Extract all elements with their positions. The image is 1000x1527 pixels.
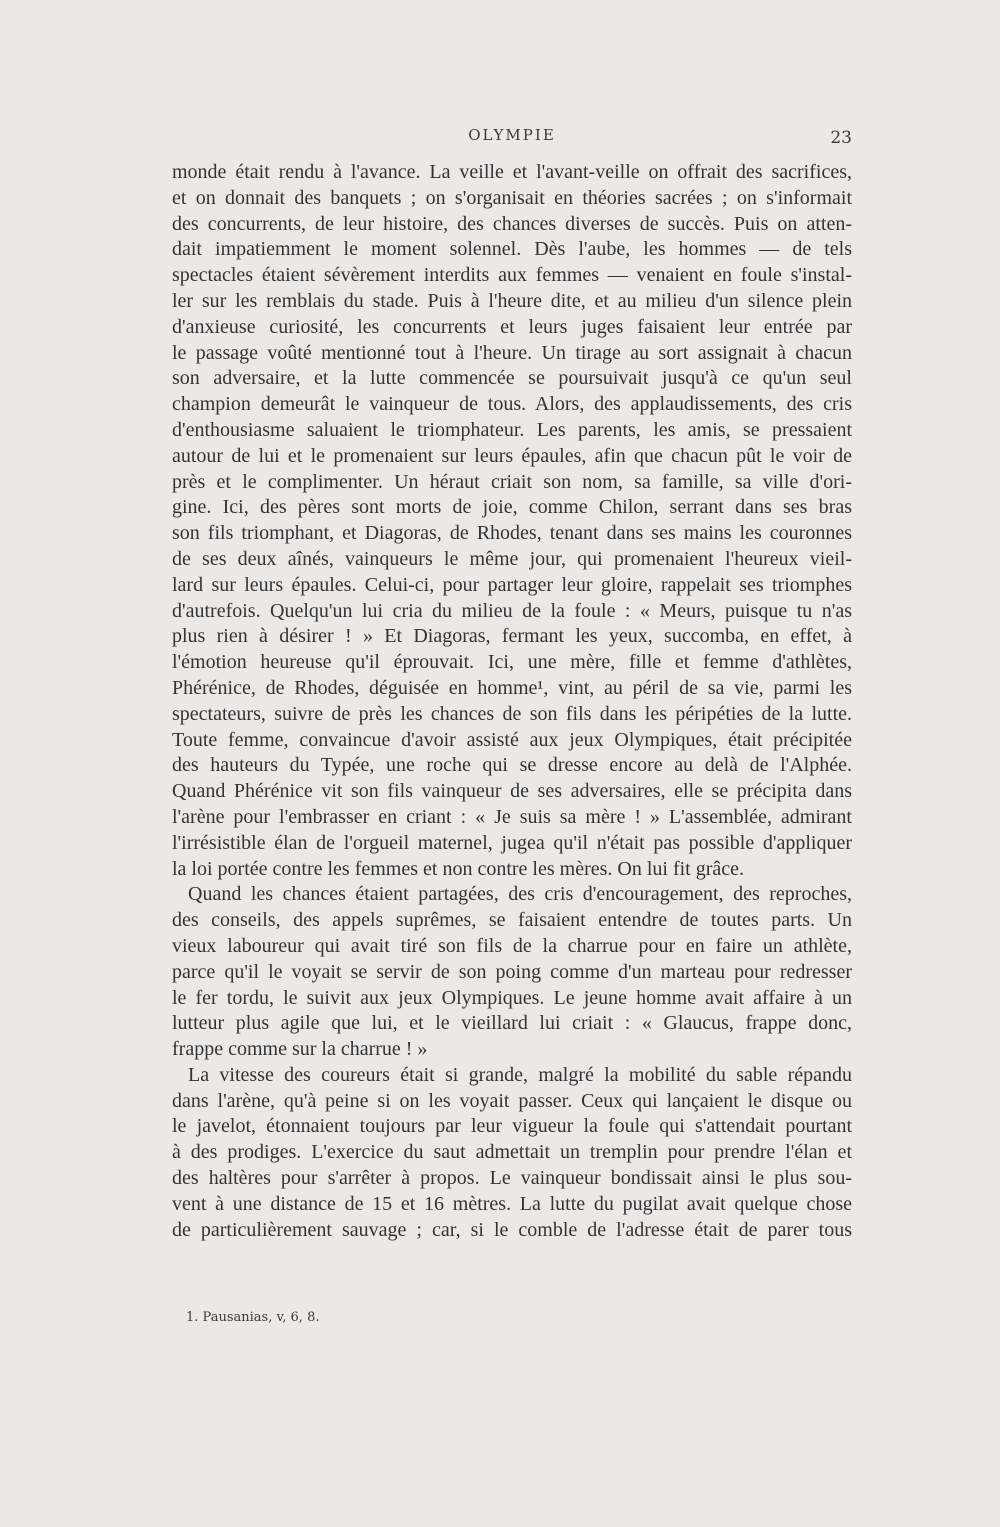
text-line: dait impatiemment le moment solennel. Dès l'aube, les hommes — de tels [172,238,852,261]
text-line: son fils triomphant, et Diagoras, de Rhodes, tenant dans ses mains les couronnes [172,522,852,545]
text-line: autour de lui et le promenaient sur leurs épaules, afin que chacun pût le voir de [172,444,852,467]
text-line: l'émotion heureuse qu'il éprouvait. Ici, une mère, fille et femme d'athlètes, [172,651,852,674]
text-line: lard sur leurs épaules. Celui-ci, pour partager leur gloire, rappelait ses triomphes [172,573,852,596]
text-line: plus rien à désirer ! » Et Diagoras, fermant les yeux, succomba, en effet, à [172,625,852,648]
text-line: l'arène pour l'embrasser en criant : « Je suis sa mère ! » L'assemblée, admirant [172,805,852,828]
text-line: à des prodiges. L'exercice du saut admettait un tremplin pour prendre l'élan et [172,1141,852,1164]
text-line: des concurrents, de leur histoire, des chances diverses de succès. Puis on atten- [172,212,852,235]
text-line: des haltères pour s'arrêter à propos. Le vainqueur bondissait ainsi le plus sou- [172,1167,852,1190]
text-line: Quand Phérénice vit son fils vainqueur de ses adversaires, elle se précipita dans [172,780,852,803]
text-line: d'anxieuse curiosité, les concurrents et leurs juges faisaient leur entrée par [172,315,852,338]
text-line: spectacles étaient sévèrement interdits aux femmes — venaient en foule s'instal- [172,264,852,287]
text-line: vieux laboureur qui avait tiré son fils de la charrue pour en faire un athlète, [172,934,852,957]
page-number: 23 [830,128,852,148]
running-head [172,126,852,156]
text-line: la loi portée contre les femmes et non contre les mères. On lui fit grâce. [172,857,745,880]
text-line: de ses deux aînés, vainqueurs le même jour, qui promenaient l'heureux vieil- [172,547,852,570]
text-line: le passage voûté mentionné tout à l'heure. Un tirage au sort assignait à chacun [172,341,852,364]
running-title: OLYMPIE [468,126,556,144]
text-line: Phérénice, de Rhodes, déguisée en homme¹, vint, au péril de sa vie, parmi les [172,676,852,699]
text-line: spectateurs, suivre de près les chances de son fils dans les péripéties de la lutte. [172,702,852,725]
text-line: La vitesse des coureurs était si grande, malgré la mobilité du sable répandu [188,1063,852,1086]
text-line: près et le complimenter. Un héraut criait son nom, sa famille, sa ville d'ori- [172,470,852,493]
body-text [172,160,852,1243]
text-line: d'enthousiasme saluaient le triomphateur. Les parents, les amis, se pressaient [172,418,852,441]
text-line: monde était rendu à l'avance. La veille et l'avant-veille on offrait des sacrifices, [172,161,852,183]
text-line: dans l'arène, qu'à peine si on les voyait passer. Ceux qui lançaient le disque ou [172,1089,852,1112]
text-line: vent à une distance de 15 et 16 mètres. La lutte du pugilat avait quelque chose [172,1192,852,1215]
text-line: Quand les chances étaient partagées, des cris d'encouragement, des reproches, [188,883,852,906]
text-line: ler sur les remblais du stade. Puis à l'heure dite, et au milieu d'un silence plein [172,289,852,312]
text-line: et on donnait des banquets ; on s'organisait en théories sacrées ; on s'informait [172,186,852,209]
text-line: lutteur plus agile que lui, et le vieillard lui criait : « Glaucus, frappe donc, [172,1012,852,1035]
text-line: frappe comme sur la charrue ! » [172,1038,428,1061]
text-line: le fer tordu, le suivit aux jeux Olympiques. Le jeune homme avait affaire à un [172,986,852,1009]
footnote: 1. Pausanias, v, 6, 8. [186,1310,320,1325]
text-line: l'irrésistible élan de l'orgueil maternel, jugea qu'il n'était pas possible d'appliquer [172,831,852,854]
text-line: Toute femme, convaincue d'avoir assisté aux jeux Olympiques, était précipitée [172,728,852,751]
text-line: de particulièrement sauvage ; car, si le comble de l'adresse était de parer tous [172,1218,852,1241]
text-line: son adversaire, et la lutte commencée se poursuivait jusqu'à ce qu'un seul [172,367,852,390]
text-line: d'autrefois. Quelqu'un lui cria du milieu de la foule : « Meurs, puisque tu n'as [172,599,852,622]
text-line: des hauteurs du Typée, une roche qui se dresse encore au delà de l'Alphée. [172,754,852,777]
text-line: champion demeurât le vainqueur de tous. Alors, des applaudissements, des cris [172,393,852,416]
text-line: des conseils, des appels suprêmes, se faisaient entendre de toutes parts. Un [172,909,852,932]
text-line: gine. Ici, des pères sont morts de joie, comme Chilon, serrant dans ses bras [172,496,852,519]
text-line: parce qu'il le voyait se servir de son poing comme d'un marteau pour redresser [172,960,852,983]
text-line: le javelot, étonnaient toujours par leur vigueur la foule qui s'attendait pourtant [172,1115,852,1138]
